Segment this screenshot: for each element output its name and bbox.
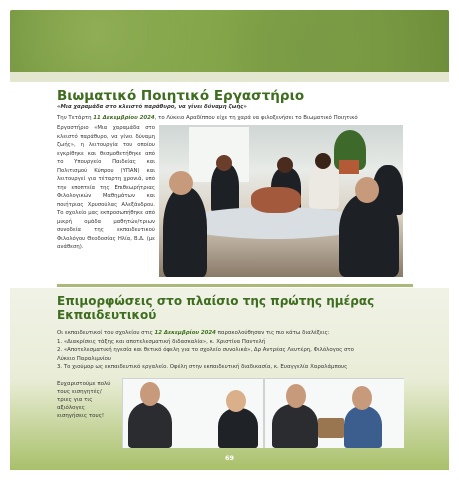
section2-title: Επιμορφώσεις στο πλαίσιο της πρώτης ημέρας Εκπαιδευτικού: [57, 294, 375, 322]
photo-head: [286, 384, 306, 408]
intro-date: 12 Δεκεμβρίου 2024: [154, 330, 216, 336]
intro-text-after: , το Λύκειο Αραδίππου είχε τη χαρά να φιλοξενήσει το Βιωματικό Ποιητικό: [154, 115, 358, 121]
intro-text-after: παρακολούθησαν τις πιο κάτω διαλέξεις:: [215, 330, 330, 336]
thanks-note: Ευχαριστούμε πολύ τους εισηγητές/τριες για τις αξιόλογες εισηγήσεις τους!: [57, 381, 111, 419]
photo-person: [128, 402, 172, 448]
seminar-photos: [122, 378, 404, 448]
photo-student-left: [163, 187, 207, 277]
photo-person: [272, 404, 318, 448]
photo-head: [169, 171, 193, 195]
section2-list: [57, 329, 354, 372]
section-divider: [57, 284, 413, 287]
photo-head: [277, 157, 293, 173]
intro-text: Οι εκπαιδευτικοί του σχολείου στις: [57, 330, 155, 336]
lecture-2: 2. «Αποτελεσματική ηγεσία και θετικό όφελη για το σχολείο συνολικά», Δρ Αντρέας Λευτέρη, Φιλόλογος στο: [57, 347, 354, 354]
lecture-1: 1. «Διακρίσεις τάξης και αποτελεσματική διδασκαλία», κ. Χριστίνα Παντελή: [57, 338, 266, 345]
banner-divider: [10, 72, 449, 82]
section1-body: Εργαστήριο «Μια χαραμάδα στο κλειστό παράθυρο, να γίνει δύναμη ζωής», η λειτουργία του οποίου εγκρίθηκε και θεσμοθετήθηκε από το Υπουργείο Παιδείας και Πολιτισμού Κύπρου (ΥΠΑΝ) και λειτουργεί για τέταρτη χρονιά, υπό την εποπτεία της Επιθεωρήτριας Φιλολογικών Μαθημάτων και ποιήτριας Χρυσούλας Αλεξάνδρου. Το σχολείο μας εκπροσωπήθηκε από μικρή ομάδα μαθητών/τριων συνοδεία της εκπαιδευτικού Φιλολόγου Θεοδοσίας Ηλία, Β.Δ. (με ανάθεση).: [57, 125, 155, 250]
photo-gift: [318, 418, 344, 438]
photo-head: [315, 153, 331, 169]
photo-person: [309, 163, 339, 209]
section2-intro: [57, 329, 354, 338]
intro-text: Την Τετάρτη: [57, 115, 94, 121]
photo-head: [226, 390, 246, 412]
section1-intro: [57, 115, 407, 121]
photo-head: [355, 177, 379, 203]
photo-head: [352, 386, 372, 410]
lecture-3: 3. Το χιούμορ ως εκπαιδευτικό εργαλείο. Οφέλη στην εκπαιδευτική διαδικασία, κ. Ευαγγελία Χαραλάμπους: [57, 364, 348, 371]
photo-person: [344, 406, 382, 448]
page-number: 69: [224, 454, 235, 462]
section1-subtitle: «Μια χαραμάδα στο κλειστό παράθυρο, να γίνει δύναμη ζωής»: [57, 104, 247, 110]
workshop-photo: [159, 125, 403, 277]
lecture-2-cont: Λύκειο Παραλιμνίου: [57, 355, 112, 362]
section1-title: Βιωματικό Ποιητικό Εργαστήριο: [57, 88, 305, 104]
photo-student-right: [339, 193, 399, 277]
photo-person: [218, 408, 258, 448]
photo-flowers: [251, 187, 301, 213]
photo-head: [216, 155, 232, 171]
photo-head: [140, 382, 160, 406]
intro-date: 11 Δεκεμβρίου 2024: [93, 115, 155, 121]
photo-pot: [339, 160, 359, 174]
